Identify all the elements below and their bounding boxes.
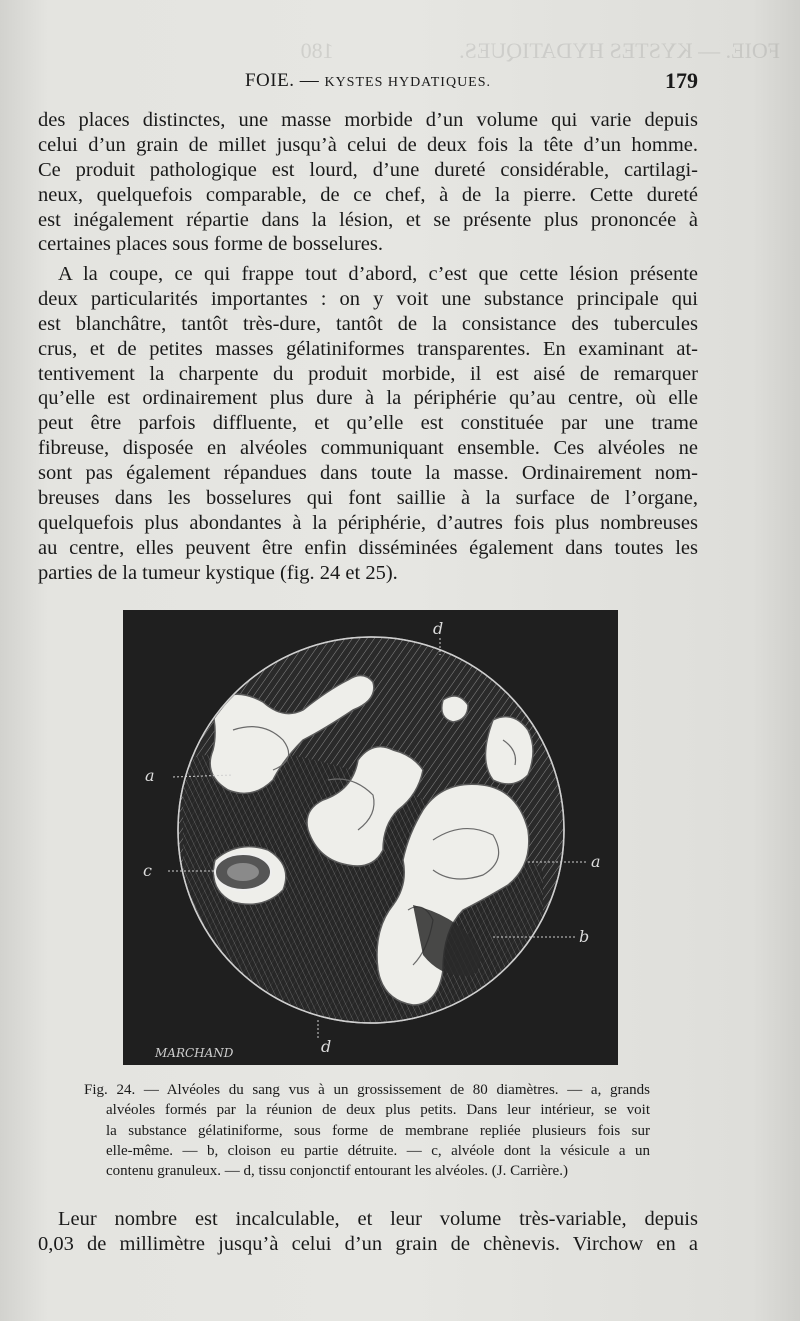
text-line: peut être parfois diffluente, et qu’elle est constituée par une trame: [38, 412, 698, 435]
label-d-bottom: d: [321, 1037, 332, 1056]
text-line: au centre, elles peuvent être enfin disséminées également dans toutes les: [38, 536, 698, 559]
text-line: A la coupe, ce qui frappe tout d’abord, c’est que cette lésion présente: [58, 263, 698, 285]
paragraph-1: [38, 108, 698, 257]
caption-line: alvéoles formés par la réunion de deux plus petits. Dans leur intérieur, se voit: [106, 1102, 650, 1119]
label-c-left: c: [143, 861, 152, 880]
running-header: [38, 70, 698, 98]
text-line: est blanchâtre, tantôt très-dure, tantôt de la consistance des tubercules: [38, 312, 698, 335]
text-line: celui d’un grain de millet jusqu’à celui de deux fois la tête d’un homme.: [38, 133, 698, 156]
caption-line: elle-même. — b, cloison eu partie détruite. — c, alvéole dont la vésicule a un: [106, 1142, 650, 1159]
engraver-signature: MARCHAND: [155, 1046, 234, 1060]
text-line: 0,03 de millimètre jusqu’à celui d’un grain de chènevis. Virchow en a: [38, 1232, 698, 1255]
text-line: quelquefois plus abondantes à la périphérie, d’autres fois plus nombreuses: [38, 511, 698, 534]
micrograph-illustration: [123, 610, 618, 1065]
text-line: breuses dans les bosselures qui font saillie à la surface de l’organe,: [38, 487, 698, 510]
caption-line: Fig. 24. — Alvéoles du sang vus à un grossissement de 80 diamètres. — a, grands: [84, 1082, 650, 1098]
text-line: Ce produit pathologique est lourd, d’une dureté considérable, cartilagi-: [38, 158, 698, 181]
bleed-through-header: FOIE. — KYSTES HYDATIQUES. 180: [300, 38, 780, 63]
label-a-left: a: [145, 766, 155, 785]
page-number: 179: [665, 68, 698, 93]
text-line: deux particularités importantes : on y voit une substance principale qui: [38, 287, 698, 310]
text-line: certaines places sous forme de bosselures.: [38, 233, 383, 256]
text-line: est inégalement répartie dans la lésion, et se présente plus prononcée à: [38, 208, 698, 231]
text-line: parties de la tumeur kystique (fig. 24 et 25).: [38, 561, 398, 584]
text-line: fibreuse, disposée en alvéoles communiquant ensemble. Ces alvéoles ne: [38, 437, 698, 460]
text-line: qu’elle est ordinairement plus dure à la périphérie qu’au centre, où elle: [38, 387, 698, 410]
text-line: neux, quelquefois comparable, de ce chef, à de la pierre. Cette dureté: [38, 183, 698, 206]
caption-line: la substance gélatiniforme, sous forme de membrane repliée plusieurs fois sur: [106, 1122, 650, 1139]
figure-24-engraving: [123, 610, 618, 1065]
paragraph-3: [38, 1207, 698, 1257]
label-d-top: d: [433, 619, 444, 638]
text-line: sont pas également répandues dans toute la masse. Ordinairement nom-: [38, 462, 698, 485]
text-line: crus, et de petites masses gélatiniformes transparentes. En examinant at-: [38, 337, 698, 360]
running-title: FOIE. — KYSTES HYDATIQUES.: [244, 70, 492, 91]
text-line: Leur nombre est incalculable, et leur volume très-variable, depuis: [58, 1208, 698, 1230]
figure-caption: [84, 1080, 650, 1181]
caption-line: contenu granuleux. — d, tissu conjonctif entourant les alvéoles. (J. Carrière.): [106, 1163, 568, 1180]
text-line: tentivement la charpente du produit morbide, il est aisé de remarquer: [38, 362, 698, 385]
label-a-right: a: [591, 852, 601, 871]
paragraph-2: [38, 262, 698, 586]
text-line: des places distinctes, une masse morbide d’un volume qui varie depuis: [38, 109, 698, 131]
label-b-right: b: [579, 927, 590, 946]
